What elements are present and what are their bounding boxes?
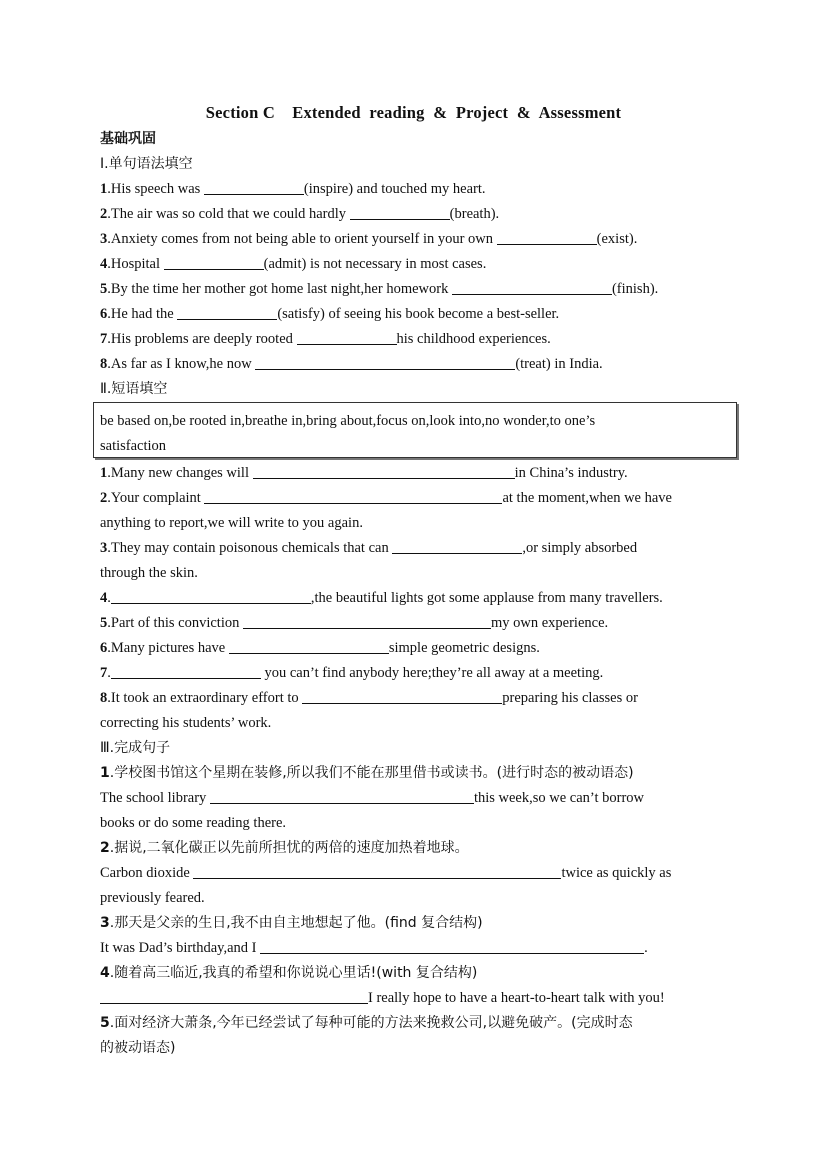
s3-item-2-cont: previously feared. (100, 890, 205, 906)
s3-item-4-english: I really hope to have a heart-to-heart talk with you! (100, 989, 665, 1007)
answer-blank[interactable] (350, 205, 450, 220)
s1-item-5: 5.By the time her mother got home last night,her homework (finish). (100, 281, 659, 297)
answer-blank[interactable] (497, 230, 597, 245)
section-header: 基础巩固 (100, 131, 156, 147)
section2-heading: Ⅱ.短语填空 (100, 381, 168, 397)
answer-blank[interactable] (229, 639, 389, 654)
answer-blank[interactable] (177, 305, 277, 320)
s1-item-1: 1.His speech was (inspire) and touched my heart. (100, 181, 486, 197)
s2-item-8: 8.It took an extraordinary effort to preparing his classes or (100, 690, 638, 706)
s1-item-7: 7.His problems are deeply rooted his childhood experiences. (100, 331, 551, 347)
s3-item-2-chinese: 2.据说,二氧化碳正以先前所担忧的两倍的速度加热着地球。 (100, 840, 469, 856)
answer-blank[interactable] (111, 664, 261, 679)
s2-item-7: 7. you can’t find anybody here;they’re all away at a meeting. (100, 665, 604, 681)
s3-item-5-chinese-cont: 的被动语态) (100, 1040, 176, 1056)
s2-item-3: 3.They may contain poisonous chemicals that can ,or simply absorbed (100, 540, 638, 556)
s3-item-5-chinese: 5.面对经济大萧条,今年已经尝试了每种可能的方法来挽救公司,以避免破产。(完成时态 (100, 1015, 633, 1031)
s3-item-1-chinese: 1.学校图书馆这个星期在装修,所以我们不能在那里借书或读书。(进行时态的被动语态) (100, 765, 634, 781)
answer-blank[interactable] (243, 614, 491, 629)
s3-item-1-cont: books or do some reading there. (100, 815, 287, 831)
s3-item-4-chinese: 4.随着高三临近,我真的希望和你说说心里话!(with 复合结构) (100, 965, 478, 981)
phrase-bank-text (100, 409, 720, 459)
page-title: Section C Extended reading & Project & Assessment (205, 103, 622, 122)
s1-item-4: 4.Hospital (admit) is not necessary in most cases. (100, 256, 487, 272)
answer-blank[interactable] (100, 989, 368, 1004)
answer-blank[interactable] (111, 589, 311, 604)
answer-blank[interactable] (255, 355, 515, 370)
answer-blank[interactable] (297, 330, 397, 345)
section3-heading: Ⅲ.完成句子 (100, 740, 171, 756)
phrase-bank-line: be based on,be rooted in,breathe in,bring about,focus on,look into,no wonder,to one’s (100, 413, 596, 429)
section1-heading: Ⅰ.单句语法填空 (100, 156, 193, 172)
s3-item-2-english: Carbon dioxide twice as quickly as (100, 865, 672, 881)
s2-item-2-cont: anything to report,we will write to you again. (100, 515, 363, 531)
answer-blank[interactable] (452, 280, 612, 295)
s3-item-1-english: The school library this week,so we can’t borrow (100, 790, 645, 806)
s2-item-1: 1.Many new changes will in China’s industry. (100, 465, 628, 481)
s3-item-3-english: It was Dad’s birthday,and I . (100, 940, 648, 956)
answer-blank[interactable] (260, 939, 644, 954)
answer-blank[interactable] (210, 789, 474, 804)
answer-blank[interactable] (392, 539, 522, 554)
answer-blank[interactable] (204, 180, 304, 195)
s2-item-8-cont: correcting his students’ work. (100, 715, 272, 731)
answer-blank[interactable] (302, 689, 502, 704)
s1-item-6: 6.He had the (satisfy) of seeing his book become a best-seller. (100, 306, 560, 322)
s2-item-2: 2.Your complaint at the moment,when we have (100, 490, 672, 506)
s1-item-2: 2.The air was so cold that we could hardly (breath). (100, 206, 500, 222)
answer-blank[interactable] (164, 255, 264, 270)
phrase-bank-box (93, 402, 737, 458)
answer-blank[interactable] (193, 864, 561, 879)
s3-item-3-chinese: 3.那天是父亲的生日,我不由自主地想起了他。(find 复合结构) (100, 915, 483, 931)
s2-item-5: 5.Part of this conviction my own experience. (100, 615, 609, 631)
s2-item-3-cont: through the skin. (100, 565, 198, 581)
s1-item-8: 8.As far as I know,he now (treat) in India. (100, 356, 603, 372)
answer-blank[interactable] (204, 489, 502, 504)
s2-item-6: 6.Many pictures have simple geometric designs. (100, 640, 540, 656)
answer-blank[interactable] (253, 464, 515, 479)
s1-item-3: 3.Anxiety comes from not being able to orient yourself in your own (exist). (100, 231, 638, 247)
phrase-bank-line: satisfaction (100, 438, 167, 454)
s2-item-4: 4. ,the beautiful lights got some applause from many travellers. (100, 590, 663, 606)
